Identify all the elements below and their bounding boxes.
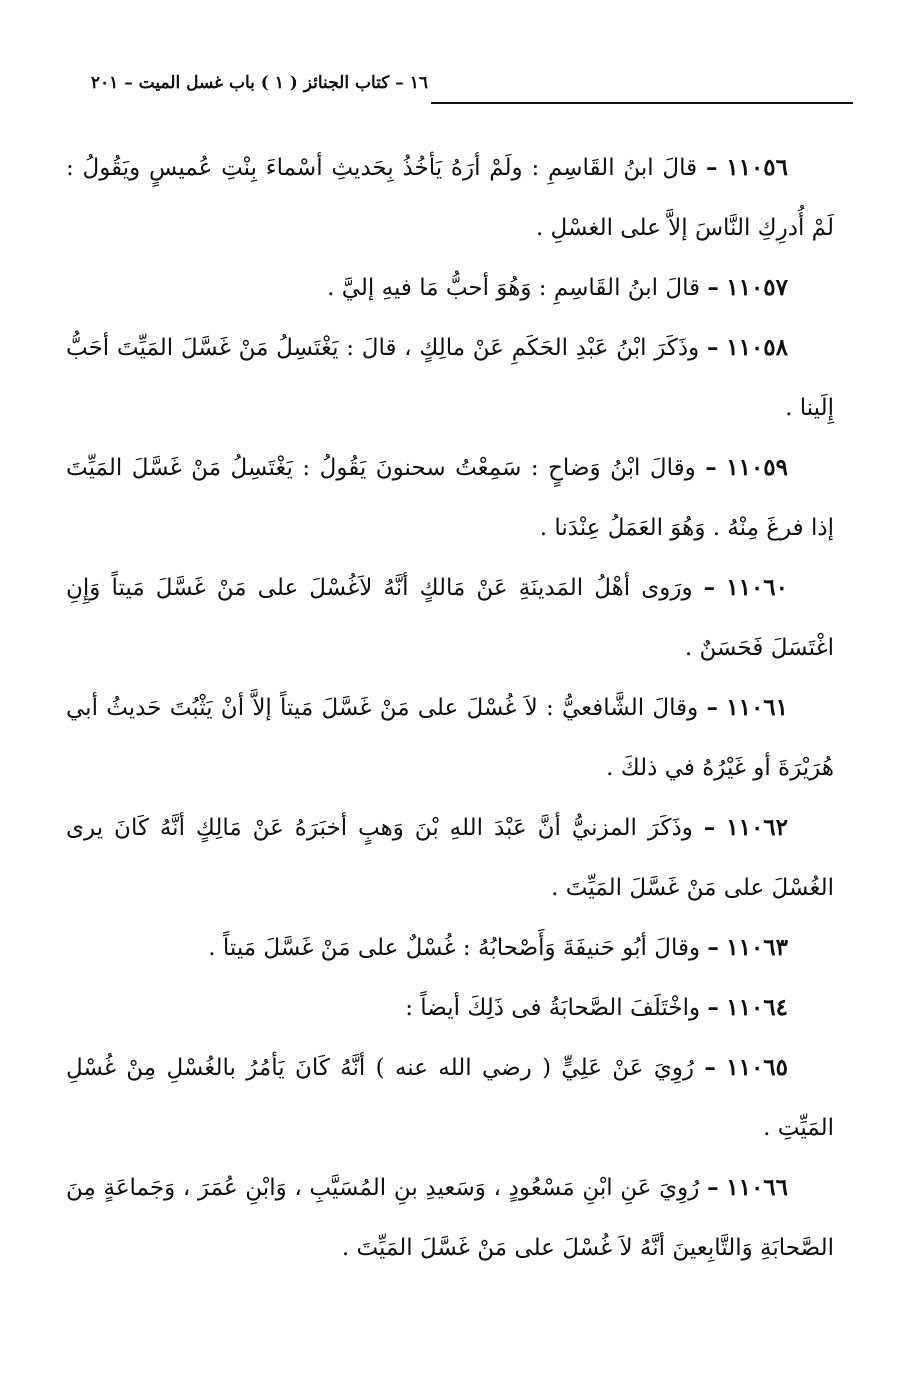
entry-11064 <box>66 978 834 1038</box>
entry-text: رُوِيَ عَنِ ابْنِ مَسْعُودٍ ، وَسَعيدِ بنِ المُسَيَّبِ ، وَابْنِ عُمَرَ ، وَجَماعَةٍ مِنَ الصَّحابَةِ وَالتَّابِعينَ أنَّهُ لاَ غُسْلَ على مَنْ غَسَّلَ المَيِّتَ . <box>66 1175 834 1261</box>
entry-dash: – <box>706 694 718 721</box>
entry-11066 <box>66 1158 834 1278</box>
entry-text: وذَكَرَ المزنيُّ أنَّ عَبْدَ اللهِ بْنَ وَهبٍ أخبَرَهُ عَنْ مَالِكٍ أنَّهُ كَانَ يرى الغُسْلَ على مَنْ غَسَّلَ المَيِّتَ . <box>66 815 834 901</box>
entry-dash: – <box>703 814 716 841</box>
entry-number: ١١٠٦٠ <box>726 574 788 601</box>
entry-dash: – <box>703 574 716 601</box>
running-head: ١٦ – كتاب الجنائز ( ١ ) باب غسل الميت – ٢٠١ <box>90 73 428 93</box>
entry-number: ١١٠٦٤ <box>726 994 788 1021</box>
entry-dash: – <box>707 274 719 301</box>
entry-dash: – <box>704 1054 716 1081</box>
entry-11061 <box>66 678 834 798</box>
entry-dash: – <box>705 454 717 481</box>
entry-dash: – <box>707 994 719 1021</box>
page-header <box>78 72 853 102</box>
entry-11058 <box>66 318 834 438</box>
entry-number: ١١٠٥٨ <box>726 334 788 361</box>
header-rule <box>431 102 853 104</box>
entry-text: قالَ ابنُ القَاسِمِ : ولَمْ أرَهُ يَأخُذُ بِحَديثِ أسْماءَ بِنْتِ عُميسٍ ويَقُولُ : لَمْ أُدرِكِ النَّاسَ إلاَّ على الغسْلِ . <box>66 155 834 241</box>
entry-number: ١١٠٦٥ <box>726 1054 789 1081</box>
entry-number: ١١٠٥٩ <box>726 454 788 481</box>
entry-number: ١١٠٦١ <box>726 694 789 721</box>
entry-dash: – <box>707 1174 719 1201</box>
entry-text: واخْتَلَفَ الصَّحابَةُ فى ذَلِكَ أيضاً : <box>405 995 701 1021</box>
entry-number: ١١٠٥٧ <box>726 274 788 301</box>
entry-11056 <box>66 138 834 258</box>
entry-text: قالَ ابنُ القَاسِمِ : وَهُوَ أحبُّ مَا فيهِ إليَّ . <box>327 275 701 301</box>
entry-text: وقالَ أبُو حَنيفَةَ وَأَصْحابُهُ : غُسْلٌ على مَنْ غَسَّلَ مَيتاً . <box>208 935 701 961</box>
body-text <box>66 138 834 1278</box>
entry-11062 <box>66 798 834 918</box>
entry-dash: – <box>705 154 718 181</box>
entry-11059 <box>66 438 834 558</box>
entry-11065 <box>66 1038 834 1158</box>
entry-number: ١١٠٥٦ <box>726 154 788 181</box>
entry-text: وقالَ ابْنُ وَضاحٍ : سَمِعْتُ سحنونَ يَقُولُ : يَغْتَسِلُ مَنْ غَسَّلَ المَيِّتَ إذا فرغَ مِنْهُ . وَهُوَ العَمَلُ عِنْدَنا . <box>66 455 834 541</box>
entry-number: ١١٠٦٣ <box>726 934 788 961</box>
entry-text: وقالَ الشَّافعيُّ : لاَ غُسْلَ على مَنْ غَسَّلَ مَيتاً إلاَّ أنْ يَثْبُتَ حَديثُ أبي هُرَيْرَةَ أو غَيْرُهُ في ذلكَ . <box>66 695 834 781</box>
entry-11060 <box>66 558 834 678</box>
entry-11057 <box>66 258 834 318</box>
entry-text: رُوِيَ عَنْ عَلِيٍّ ( رضي الله عنه ) أنَّهُ كَانَ يَأمُرُ بالغُسْلِ مِنْ غُسْلِ المَيِّتِ . <box>66 1055 834 1141</box>
entry-dash: – <box>707 934 719 961</box>
entry-text: ورَوى أهْلُ المَدينَةِ عَنْ مَالكٍ أنَّهُ لاَغُسْلَ على مَنْ غَسَّلَ مَيتاً وَإِنِ اغْتَسَلَ فَحَسَنٌ . <box>66 575 834 661</box>
entry-number: ١١٠٦٦ <box>726 1174 789 1201</box>
entry-number: ١١٠٦٢ <box>726 814 789 841</box>
entry-dash: – <box>706 334 719 361</box>
entry-11063 <box>66 918 834 978</box>
entry-text: وذَكَرَ ابْنُ عَبْدِ الحَكَمِ عَنْ مالِكٍ ، قالَ : يَغْتَسِلُ مَنْ غَسَّلَ المَيِّتَ أحَبُّ إِلَينا . <box>66 335 834 421</box>
